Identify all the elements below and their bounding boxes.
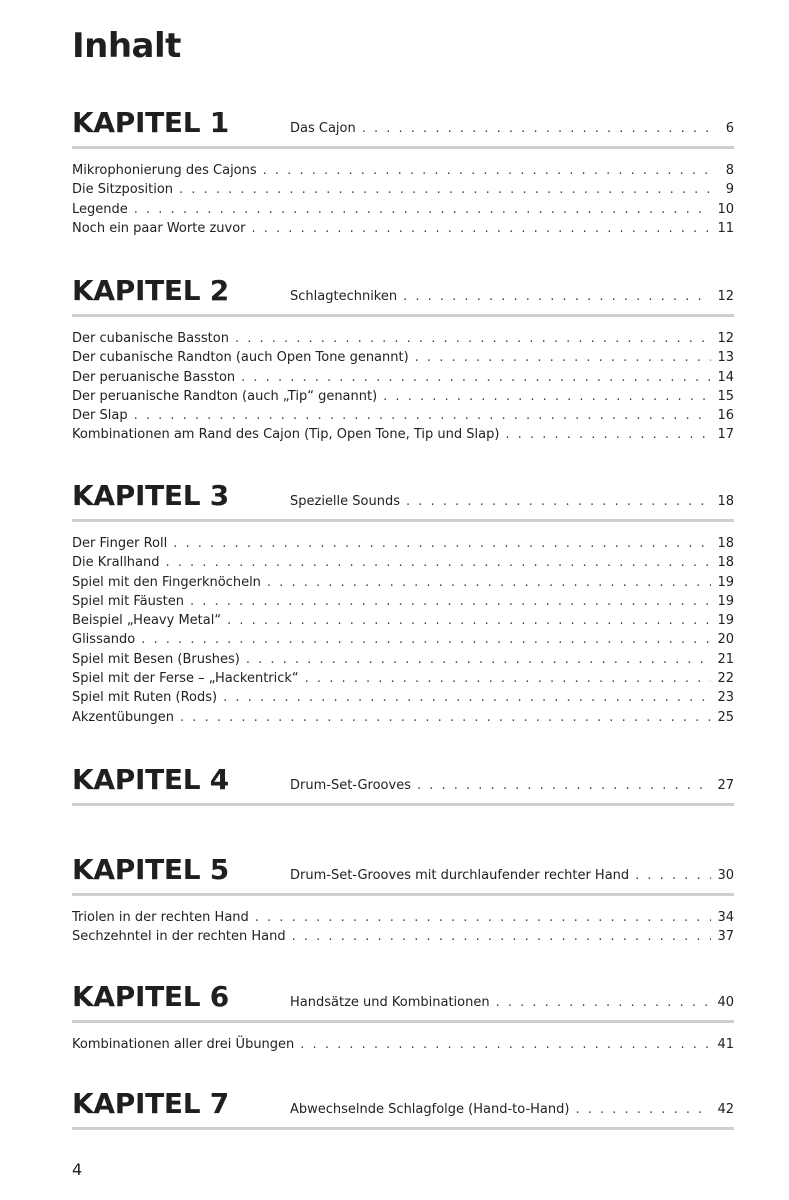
dot-leader <box>300 1035 711 1054</box>
dot-leader <box>267 573 712 592</box>
page-title: Inhalt <box>72 26 181 66</box>
toc-entry[interactable] <box>72 200 734 219</box>
chapter-7 <box>72 1087 734 1130</box>
chapter-title: Das Cajon <box>290 121 356 136</box>
entry-page: 9 <box>725 182 734 198</box>
dot-leader <box>180 708 711 727</box>
chapter-label: KAPITEL 4 <box>72 763 229 796</box>
toc-entry[interactable] <box>72 1035 734 1054</box>
chapter-page: 6 <box>725 121 734 136</box>
entry-page: 11 <box>717 220 734 236</box>
entry-title: Beispiel „Heavy Metal“ <box>72 613 222 629</box>
dot-leader <box>235 329 712 348</box>
toc-entry[interactable] <box>72 534 734 553</box>
chapter-label: KAPITEL 6 <box>72 980 229 1013</box>
chapter-title-entry[interactable] <box>290 777 734 795</box>
toc-entry[interactable] <box>72 219 734 238</box>
chapter-label: KAPITEL 3 <box>72 479 229 512</box>
entry-page: 17 <box>717 427 734 443</box>
toc-entry[interactable] <box>72 329 734 348</box>
entry-page: 19 <box>717 593 734 609</box>
entry-page: 19 <box>717 574 734 590</box>
chapter-title: Abwechselnde Schlagfolge (Hand-to-Hand) <box>290 1102 570 1117</box>
entry-page: 41 <box>717 1037 734 1052</box>
chapter-title-entry[interactable] <box>290 994 734 1012</box>
chapter-3 <box>72 479 734 727</box>
chapter-label: KAPITEL 2 <box>72 274 229 307</box>
dot-leader <box>496 994 712 1012</box>
dot-leader <box>223 688 711 707</box>
dot-leader <box>227 611 711 630</box>
chapter-label: KAPITEL 5 <box>72 853 229 886</box>
entry-title: Glissando <box>72 632 136 648</box>
dot-leader <box>292 927 712 946</box>
entry-page: 18 <box>717 555 734 571</box>
toc-entry[interactable] <box>72 368 734 387</box>
entry-title: Kombinationen aller drei Übungen <box>72 1037 295 1052</box>
entry-title: Sechzehntel in der rechten Hand <box>72 929 286 945</box>
chapter-title-entry[interactable] <box>290 493 734 511</box>
chapter-2 <box>72 274 734 445</box>
entry-page: 20 <box>717 632 734 648</box>
dot-leader <box>305 669 712 688</box>
entry-page: 19 <box>717 613 734 629</box>
entry-page: 25 <box>717 709 734 725</box>
toc-entry[interactable] <box>72 611 734 630</box>
entry-title: Spiel mit Besen (Brushes) <box>72 651 240 667</box>
toc-entry[interactable] <box>72 553 734 572</box>
chapter-page: 42 <box>717 1102 734 1117</box>
entry-page: 15 <box>717 388 734 404</box>
divider <box>72 803 734 806</box>
toc-entry[interactable] <box>72 927 734 946</box>
dot-leader <box>190 592 711 611</box>
toc-entry[interactable] <box>72 406 734 425</box>
entry-page: 34 <box>717 910 734 925</box>
chapter-4 <box>72 763 734 806</box>
chapter-page: 40 <box>717 995 734 1010</box>
chapter-title: Spezielle Sounds <box>290 494 400 509</box>
entry-title: Legende <box>72 201 128 217</box>
dot-leader <box>134 200 712 219</box>
dot-leader <box>575 1101 711 1119</box>
toc-entry[interactable] <box>72 708 734 727</box>
chapter-title: Handsätze und Kombinationen <box>290 995 490 1010</box>
dot-leader <box>252 219 712 238</box>
dot-leader <box>635 867 711 885</box>
chapter-page: 18 <box>717 494 734 509</box>
entry-title: Die Krallhand <box>72 555 160 571</box>
chapter-6 <box>72 980 734 1054</box>
entry-page: 37 <box>717 929 734 945</box>
chapter-title-entry[interactable] <box>290 1101 734 1119</box>
toc-entry[interactable] <box>72 387 734 406</box>
dot-leader <box>417 777 711 795</box>
dot-leader <box>263 161 712 180</box>
dot-leader <box>362 120 712 138</box>
entry-title: Spiel mit Ruten (Rods) <box>72 690 218 706</box>
toc-entry[interactable] <box>72 180 734 199</box>
entry-page: 8 <box>725 163 734 178</box>
entry-title: Akzentübungen <box>72 709 175 725</box>
divider <box>72 519 734 522</box>
toc-entry[interactable] <box>72 630 734 649</box>
chapter-1 <box>72 106 734 238</box>
page-number: 4 <box>72 1160 83 1179</box>
entry-page: 12 <box>717 331 734 346</box>
dot-leader <box>179 180 712 199</box>
chapter-page: 30 <box>717 868 734 883</box>
entry-title: Triolen in der rechten Hand <box>72 910 249 925</box>
entry-title: Spiel mit den Fingerknöcheln <box>72 574 261 590</box>
toc-entry[interactable] <box>72 688 734 707</box>
divider <box>72 893 734 896</box>
chapter-label: KAPITEL 1 <box>72 106 229 139</box>
entry-title: Mikrophonierung des Cajons <box>72 163 257 178</box>
chapter-page: 27 <box>717 778 734 793</box>
chapter-title-entry[interactable] <box>290 867 734 885</box>
entry-title: Die Sitzposition <box>72 182 174 198</box>
entry-title: Der peruanische Basston <box>72 369 236 385</box>
chapter-title-entry[interactable] <box>290 120 734 138</box>
chapter-page: 12 <box>717 289 734 304</box>
dot-leader <box>403 288 711 306</box>
dot-leader <box>173 534 711 553</box>
entry-title: Spiel mit der Ferse – „Hackentrick“ <box>72 671 299 687</box>
entry-page: 16 <box>717 408 734 424</box>
entry-title: Noch ein paar Worte zuvor <box>72 220 246 236</box>
entry-title: Der Finger Roll <box>72 536 168 551</box>
dot-leader <box>166 553 712 572</box>
dot-leader <box>255 908 712 927</box>
dot-leader <box>246 650 712 669</box>
chapter-title-entry[interactable] <box>290 288 734 306</box>
entry-title: Der cubanische Randton (auch Open Tone genannt) <box>72 350 409 366</box>
toc-entry[interactable] <box>72 573 734 592</box>
toc-entry[interactable] <box>72 161 734 180</box>
chapter-title: Drum-Set-Grooves mit durchlaufender rechter Hand <box>290 868 630 883</box>
entry-page: 13 <box>717 350 734 366</box>
toc-entry[interactable] <box>72 650 734 669</box>
dot-leader <box>505 425 711 444</box>
entry-page: 10 <box>717 201 734 217</box>
divider <box>72 146 734 149</box>
entry-title: Kombinationen am Rand des Cajon (Tip, Open Tone, Tip und Slap) <box>72 427 500 443</box>
entry-page: 18 <box>717 536 734 551</box>
divider <box>72 1127 734 1130</box>
entry-title: Spiel mit Fäusten <box>72 593 184 609</box>
entry-title: Der cubanische Basston <box>72 331 229 346</box>
toc-entry[interactable] <box>72 425 734 444</box>
dot-leader <box>141 630 711 649</box>
entry-page: 22 <box>717 671 734 687</box>
toc-entry[interactable] <box>72 908 734 927</box>
chapter-title: Schlagtechniken <box>290 289 398 304</box>
dot-leader <box>406 493 711 511</box>
divider <box>72 314 734 317</box>
chapter-label: KAPITEL 7 <box>72 1087 229 1120</box>
toc-entry[interactable] <box>72 348 734 367</box>
entry-title: Der peruanische Randton (auch „Tip“ genannt) <box>72 388 378 404</box>
dot-leader <box>415 348 712 367</box>
dot-leader <box>134 406 712 425</box>
entry-page: 23 <box>717 690 734 706</box>
entry-page: 21 <box>717 651 734 667</box>
toc-entry[interactable] <box>72 592 734 611</box>
entry-title: Der Slap <box>72 408 128 424</box>
chapter-title: Drum-Set-Grooves <box>290 778 411 793</box>
entry-page: 14 <box>717 369 734 385</box>
divider <box>72 1020 734 1023</box>
chapter-5 <box>72 853 734 947</box>
toc-entry[interactable] <box>72 669 734 688</box>
dot-leader <box>241 368 711 387</box>
dot-leader <box>383 387 711 406</box>
